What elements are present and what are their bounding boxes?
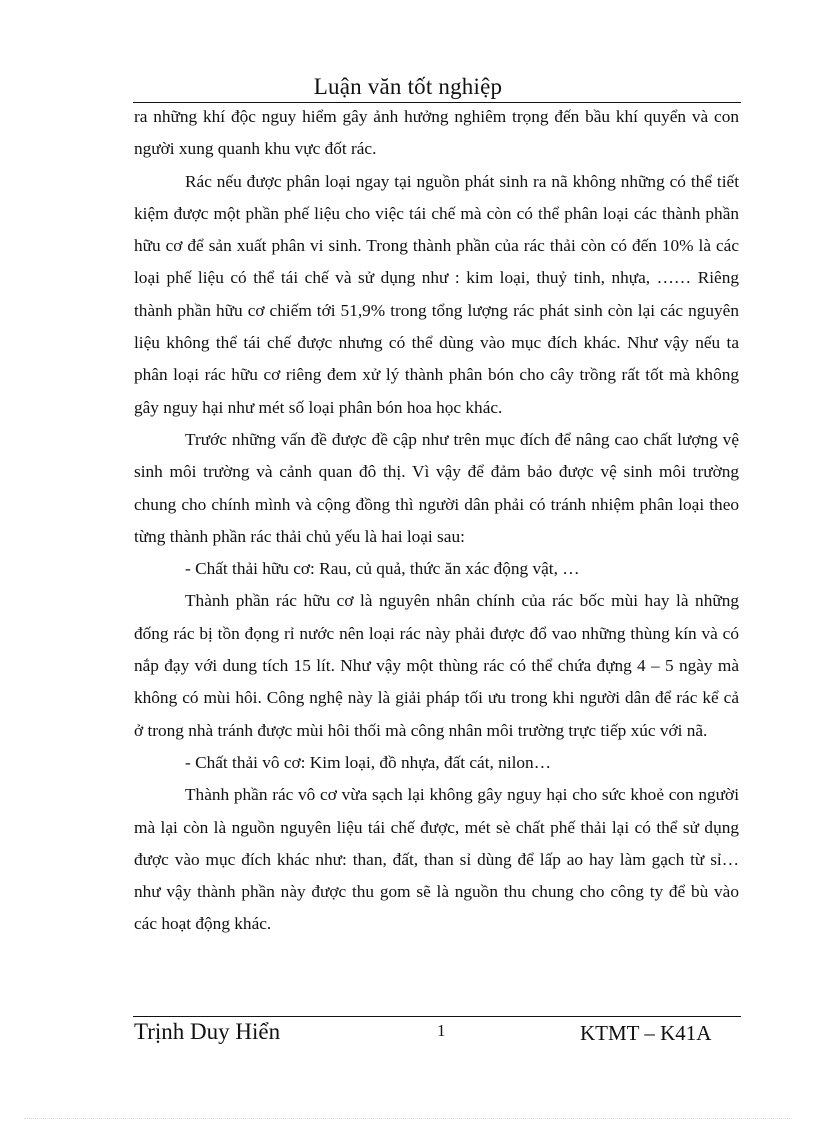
footer-divider <box>133 1016 741 1017</box>
page-number: 1 <box>437 1021 446 1040</box>
body-paragraph: Trước những vấn đề được đề cập như trên mục đích để nâng cao chất lượng vệ sinh môi trường và cảnh quan đô thị. Vì vậy để đảm bảo được vệ sinh môi trường chung cho chính mình và cộng đồng thì người dân phải có tránh nhiệm phân loại theo từng thành phần rác thải chủ yếu là hai loại sau: <box>134 429 739 546</box>
body-list-item-organic: - Chất thải hữu cơ: Rau, củ quả, thức ăn xác động vật, … <box>185 559 580 579</box>
body-paragraph: Thành phần rác hữu cơ là nguyên nhân chính của rác bốc mùi hay là những đống rác bị tồn đọng rỉ nước nên loại rác này phải được đổ vao những thùng kín và có nắp đạy với dung tích 15 lít. Như vậy một thùng rác có thể chứa đựng 4 – 5 ngày mà không có mùi hôi. Công nghệ này là giải pháp tối ưu trong khi người dân để rác kể cả ở trong nhà tránh được mùi hôi thối mà công nhân môi trường trực tiếp xúc với nã. <box>134 591 739 740</box>
page-bottom-edge <box>24 1118 792 1119</box>
footer-author: Trịnh Duy Hiển <box>134 1019 281 1044</box>
body-list-item-inorganic: - Chất thải vô cơ: Kim loại, đồ nhựa, đất cát, nilon… <box>185 752 551 772</box>
body-paragraph-continuation: ra những khí độc nguy hiểm gây ảnh hưởng nghiêm trọng đến bầu khí quyển và con người xung quanh khu vực đốt rác. <box>134 107 739 159</box>
body-paragraph: Rác nếu được phân loại ngay tại nguồn phát sinh ra nã không những có thể tiết kiệm được một phần phế liệu cho việc tái chế mà còn có thể phân loại các thành phần hữu cơ để sản xuất phân vi sinh. Trong thành phần của rác thải còn có đến 10% là các loại phế liệu có thể tái chế và sử dụng như : kim loại, thuỷ tinh, nhựa, …… Riêng thành phần hữu cơ chiếm tới 51,9% trong tổng lượng rác phát sinh còn lại các nguyên liệu không thể tái chế được nhưng có thể dùng vào mục đích khác. Như vậy nếu ta phân loại rác hữu cơ riêng đem xử lý thành phân bón cho cây trồng rất tốt mà không gây nguy hại như mét số loại phân bón hoa học khác. <box>134 171 739 417</box>
document-body <box>134 101 739 941</box>
page-header-title: Luận văn tốt nghiệp <box>313 74 503 99</box>
body-paragraph: Thành phần rác vô cơ vừa sạch lại không gây nguy hại cho sức khoẻ con người mà lại còn là nguồn nguyên liệu tái chế được, mét sè chất phế thải lại có thể sử dụng được vào mục đích khác như: than, đất, than sỉ dùng để lấp ao hay làm gạch từ sỉ… như vậy thành phần này được thu gom sẽ là nguồn thu chung cho công ty để bù vào các hoạt động khác. <box>134 785 739 934</box>
footer-class-code: KTMT – K41A <box>580 1021 712 1045</box>
